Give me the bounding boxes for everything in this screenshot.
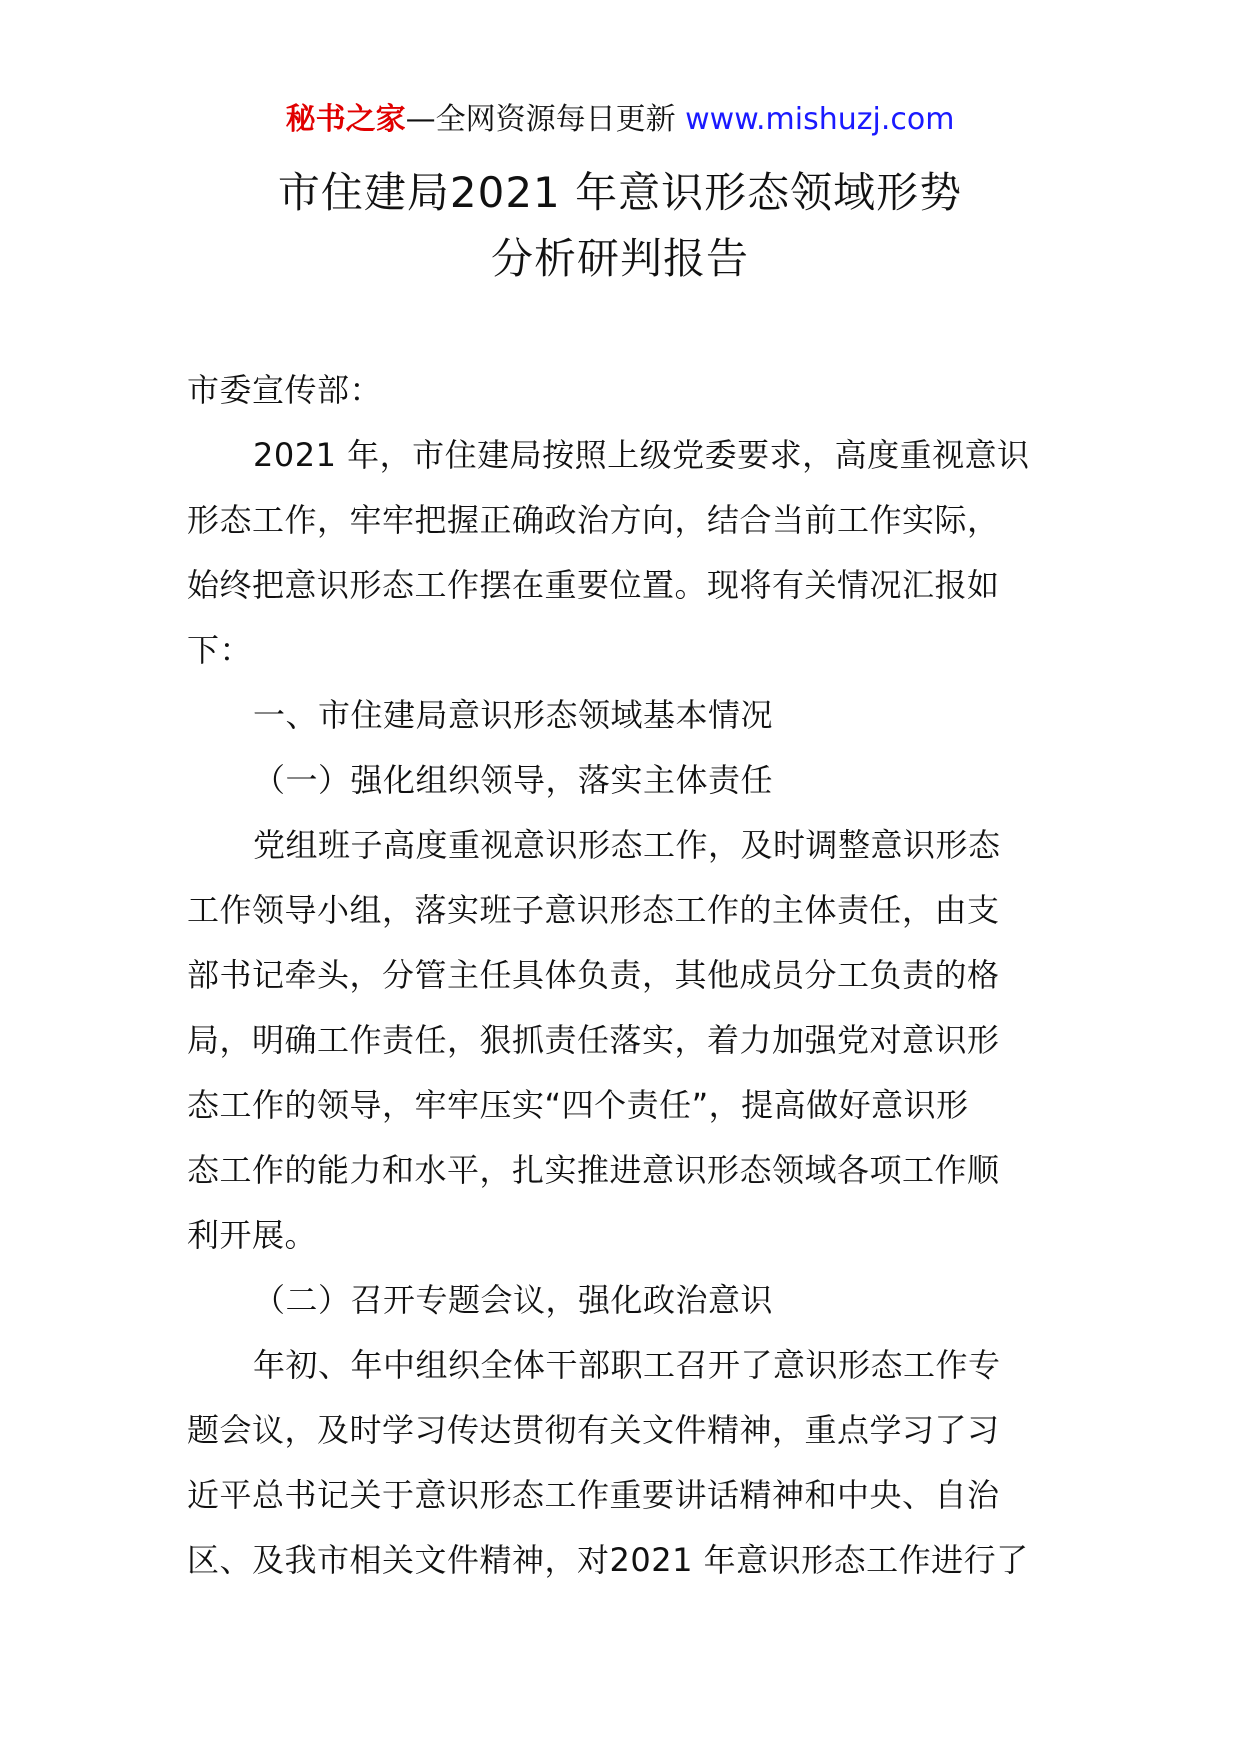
paragraph-line: 党组班子高度重视意识形态工作，及时调整意识形态 xyxy=(253,826,1001,864)
site-tagline: —全网资源每日更新 xyxy=(405,102,676,137)
paragraph-line: 2021 年，市住建局按照上级党委要求，高度重视意识 xyxy=(253,436,1030,474)
paragraph-line: 题会议，及时学习传达贯彻有关文件精神，重点学习了习 xyxy=(187,1411,1000,1449)
section-heading: 一、市住建局意识形态领域基本情况 xyxy=(253,696,774,734)
paragraph-line: 利开展。 xyxy=(187,1216,318,1254)
paragraph-line: 区、及我市相关文件精神，对2021 年意识形态工作进行了 xyxy=(187,1541,1029,1579)
document-title-line-1: 市住建局2021 年意识形态领域形势 xyxy=(277,168,963,217)
paragraph-line: 部书记牵头，分管主任具体负责，其他成员分工负责的格 xyxy=(187,956,1000,994)
document-body xyxy=(187,358,1057,1593)
document-title-line-2: 分析研判报告 xyxy=(490,234,749,283)
subsection-heading: （一）强化组织领导，落实主体责任 xyxy=(253,761,774,799)
site-url-link[interactable]: www.mishuzj.com xyxy=(685,102,955,137)
site-header xyxy=(0,100,1240,140)
paragraph-line: 局，明确工作责任，狠抓责任落实，着力加强党对意识形 xyxy=(187,1021,1000,1059)
paragraph-line: 态工作的领导，牢牢压实“四个责任”，提高做好意识形 xyxy=(187,1086,969,1124)
subsection-heading: （二）召开专题会议，强化政治意识 xyxy=(253,1281,774,1319)
site-brand: 秘书之家 xyxy=(285,102,406,137)
paragraph-line: 下： xyxy=(187,631,253,669)
paragraph-line: 形态工作，牢牢把握正确政治方向，结合当前工作实际， xyxy=(187,501,1000,539)
paragraph-line: 态工作的能力和水平，扎实推进意识形态领域各项工作顺 xyxy=(187,1151,1000,1189)
paragraph-line: 始终把意识形态工作摆在重要位置。现将有关情况汇报如 xyxy=(187,566,1000,604)
paragraph-line: 年初、年中组织全体干部职工召开了意识形态工作专 xyxy=(253,1346,1001,1384)
paragraph-line: 工作领导小组，落实班子意识形态工作的主体责任，由支 xyxy=(187,891,1000,929)
salutation: 市委宣传部： xyxy=(187,371,383,409)
paragraph-line: 近平总书记关于意识形态工作重要讲话精神和中央、自治 xyxy=(187,1476,1000,1514)
